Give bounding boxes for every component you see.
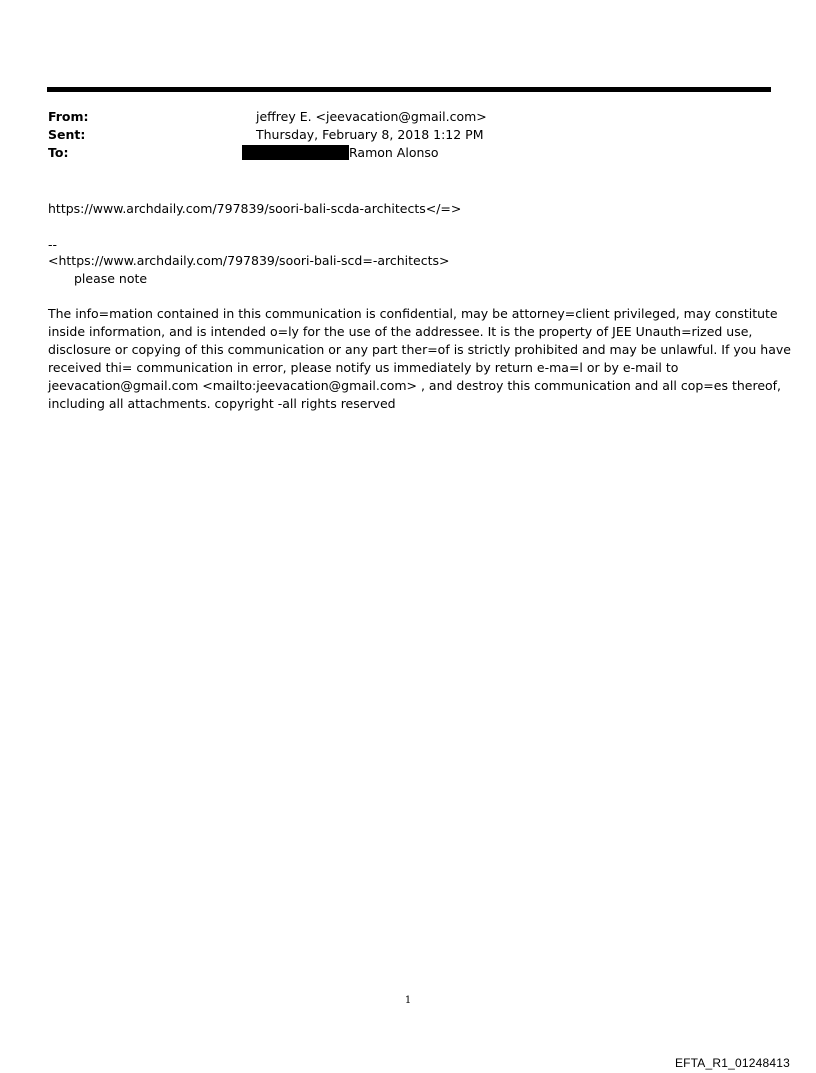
disclaimer-line: including all attachments. copyright -all rights reserved xyxy=(48,396,396,411)
to-label: To: xyxy=(48,145,69,160)
from-value: jeffrey E. <jeevacation@gmail.com> xyxy=(256,109,487,124)
sent-value: Thursday, February 8, 2018 1:12 PM xyxy=(256,127,484,142)
page-number: 1 xyxy=(404,995,412,1006)
email-header xyxy=(48,108,748,162)
note-text: please note xyxy=(74,271,148,286)
signature-separator: -- xyxy=(48,237,58,252)
sent-label: Sent: xyxy=(48,127,86,142)
header-rule xyxy=(47,87,771,92)
to-value-wrapper xyxy=(256,144,439,162)
disclaimer-line: inside information, and is intended o=ly for the use of the addressee. It is the property of JEE Unauth=rized use, xyxy=(48,324,753,339)
disclaimer-block xyxy=(48,305,791,413)
document-id: EFTA_R1_01248413 xyxy=(674,1056,790,1070)
from-label: From: xyxy=(48,109,89,124)
to-row xyxy=(48,144,748,162)
disclaimer-line: The info=mation contained in this communication is confidential, may be attorney=client privileged, may constitute xyxy=(48,306,778,321)
disclaimer-line: received thi= communication in error, please notify us immediately by return e-ma=l or by e-mail to xyxy=(48,360,679,375)
disclaimer-line: disclosure or copying of this communication or any part ther=of is strictly prohibited and may be unlawful. If you have xyxy=(48,342,791,357)
redaction-block xyxy=(242,145,349,160)
link-line: https://www.archdaily.com/797839/soori-bali-scda-architects</=> xyxy=(48,201,462,216)
from-row xyxy=(48,108,748,126)
link-line-2: <https://www.archdaily.com/797839/soori-bali-scd=-architects> xyxy=(48,253,450,268)
to-value: Ramon Alonso xyxy=(349,145,439,160)
sent-row xyxy=(48,126,748,144)
disclaimer-line: jeevacation@gmail.com <mailto:jeevacation@gmail.com> , and destroy this communication and all cop=es thereof, xyxy=(48,378,782,393)
